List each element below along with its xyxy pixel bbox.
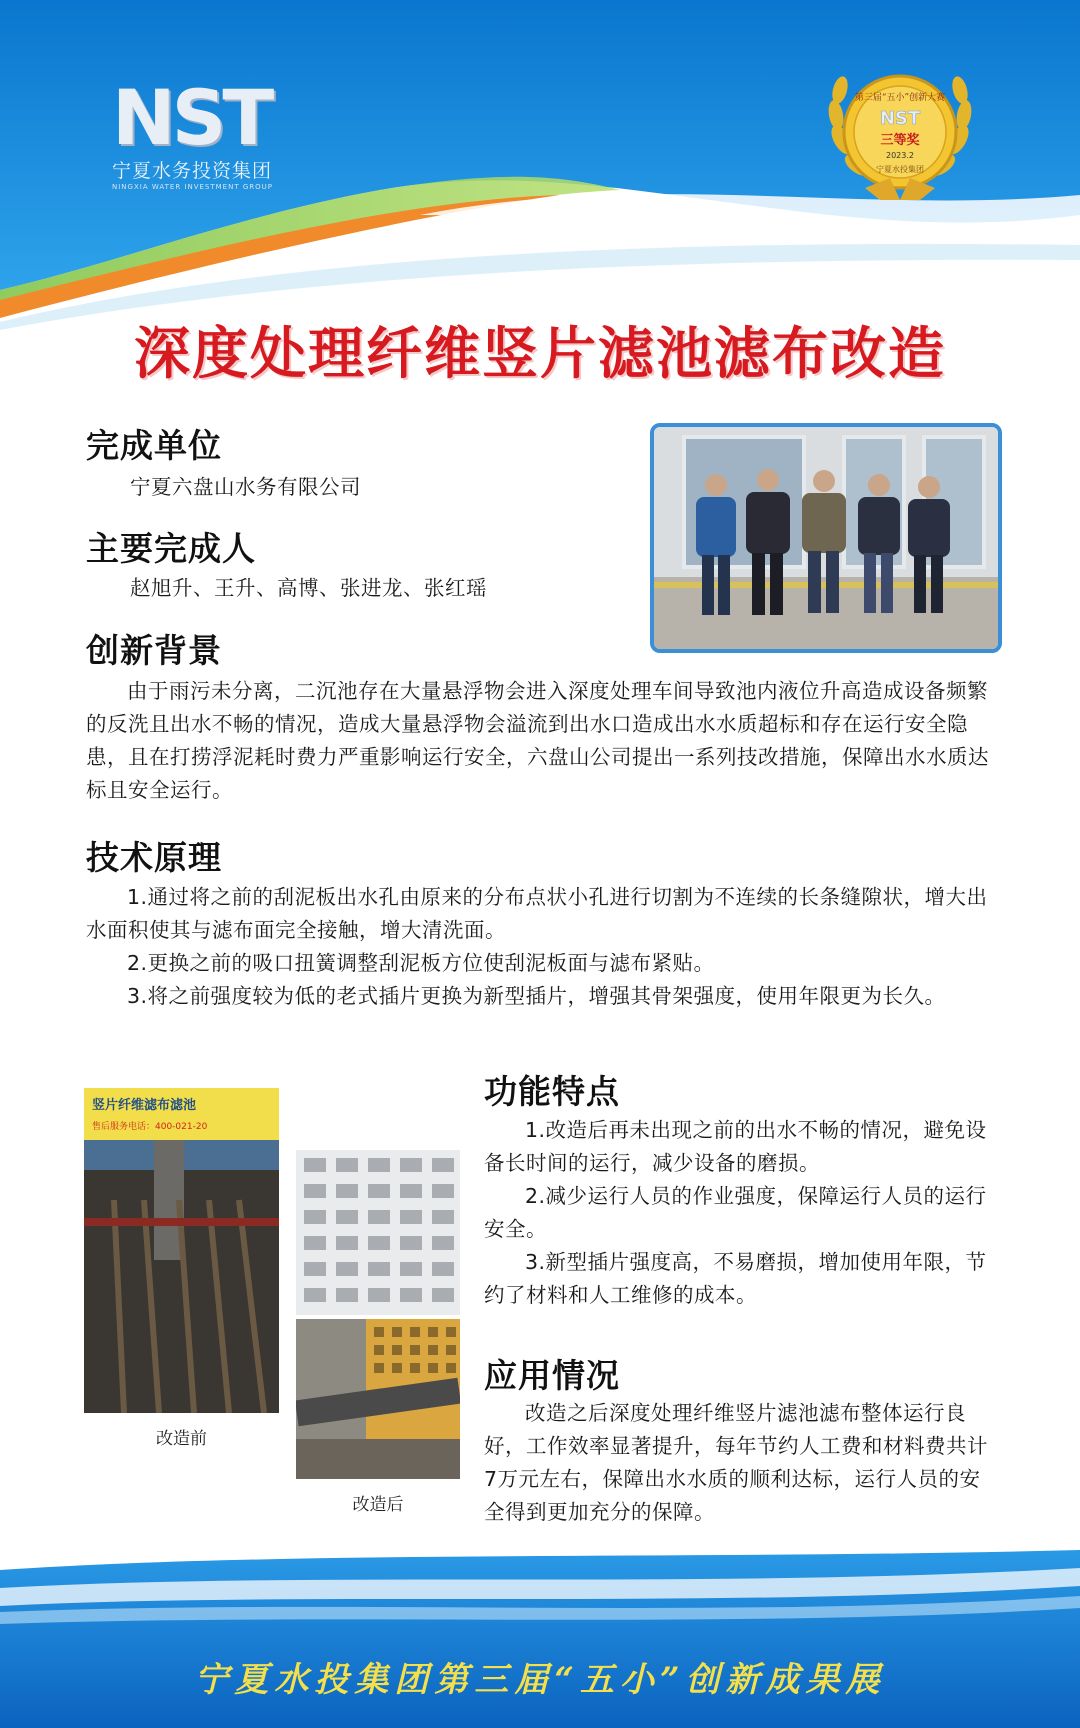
principle-item: 1.通过将之前的刮泥板出水孔由原来的分布点状小孔进行切割为不连续的长条缝隙状，增大出水面积使其与滤布面完全接触，增大清洗面。 — [86, 885, 988, 942]
logo-english-name: NINGXIA WATER INVESTMENT GROUP — [112, 183, 273, 191]
team-photo-image — [654, 427, 998, 649]
after-photo-installed-image — [296, 1319, 460, 1479]
feature-item: 3.新型插片强度高，不易磨损，增加使用年限，节约了材料和人工维修的成本。 — [484, 1250, 987, 1307]
features-list — [484, 1114, 996, 1312]
background-text: 由于雨污未分离，二沉池存在大量悬浮物会进入深度处理车间导致池内液位升高造成设备频繁的反洗且出水不畅的情况，造成大量悬浮物会溢流到出水口造成出水水质超标和存在运行安全隐患，且在打捞浮泥耗时费力严重影响运行安全，六盘山公司提出一系列技改措施，保障出水水质达标且安全运行。 — [86, 679, 989, 802]
before-photo-image — [84, 1140, 279, 1413]
people-text: 赵旭升、王升、高博、张进龙、张红瑶 — [130, 576, 487, 600]
after-photo-top — [296, 1150, 460, 1315]
feature-item: 2.减少运行人员的作业强度，保障运行人员的运行安全。 — [484, 1184, 987, 1241]
background-heading: 创新背景 — [86, 631, 222, 670]
unit-heading: 完成单位 — [86, 426, 222, 465]
principle-list — [86, 881, 996, 1013]
medal-logo-text: NST — [879, 108, 921, 129]
team-photo — [650, 423, 1002, 653]
after-photo-bottom — [296, 1319, 460, 1479]
application-heading: 应用情况 — [484, 1356, 620, 1395]
logo-chinese-name: 宁夏水务投资集团 — [112, 160, 273, 182]
after-caption: 改造后 — [352, 1495, 404, 1515]
medal-award-text: 三等奖 — [880, 133, 920, 148]
before-photo — [84, 1088, 279, 1413]
poster-title: 深度处理纤维竖片滤池滤布改造 — [134, 321, 946, 387]
award-medal-badge — [820, 50, 980, 210]
sign-title: 竖片纤维滤布滤池 — [92, 1098, 197, 1113]
footer-banner: 宁夏水投集团第三届“五小”创新成果展 — [194, 1660, 886, 1700]
people-heading: 主要完成人 — [86, 529, 256, 568]
logo-mark: NST — [112, 73, 271, 162]
sign-phone: 售后服务电话：400-021-20 — [92, 1122, 208, 1132]
principle-item: 3.将之前强度较为低的老式插片更换为新型插片，增强其骨架强度，使用年限更为长久。 — [127, 984, 946, 1008]
medal-org: 宁夏水投集团 — [876, 165, 924, 174]
application-text: 改造之后深度处理纤维竖片滤池滤布整体运行良好，工作效率显著提升，每年节约人工费和材料费共计7万元左右，保障出水水质的顺利达标，运行人员的安全得到更加充分的保障。 — [484, 1401, 988, 1524]
principle-heading: 技术原理 — [86, 838, 222, 877]
before-caption: 改造前 — [156, 1429, 207, 1449]
features-heading: 功能特点 — [484, 1072, 620, 1111]
company-logo — [112, 73, 292, 191]
footer-background — [0, 1550, 1080, 1728]
principle-item: 2.更换之前的吸口扭簧调整刮泥板方位使刮泥板面与滤布紧贴。 — [127, 951, 715, 975]
medal-date: 2023.2 — [886, 151, 914, 160]
after-photo-grid-image — [296, 1150, 460, 1315]
feature-item: 1.改造后再未出现之前的出水不畅的情况，避免设备长时间的运行，减少设备的磨损。 — [484, 1118, 987, 1175]
unit-text: 宁夏六盘山水务有限公司 — [130, 475, 361, 499]
medal-contest-text: 第三届“五小”创新大赛 — [854, 93, 946, 103]
before-photo-sign — [84, 1088, 279, 1140]
